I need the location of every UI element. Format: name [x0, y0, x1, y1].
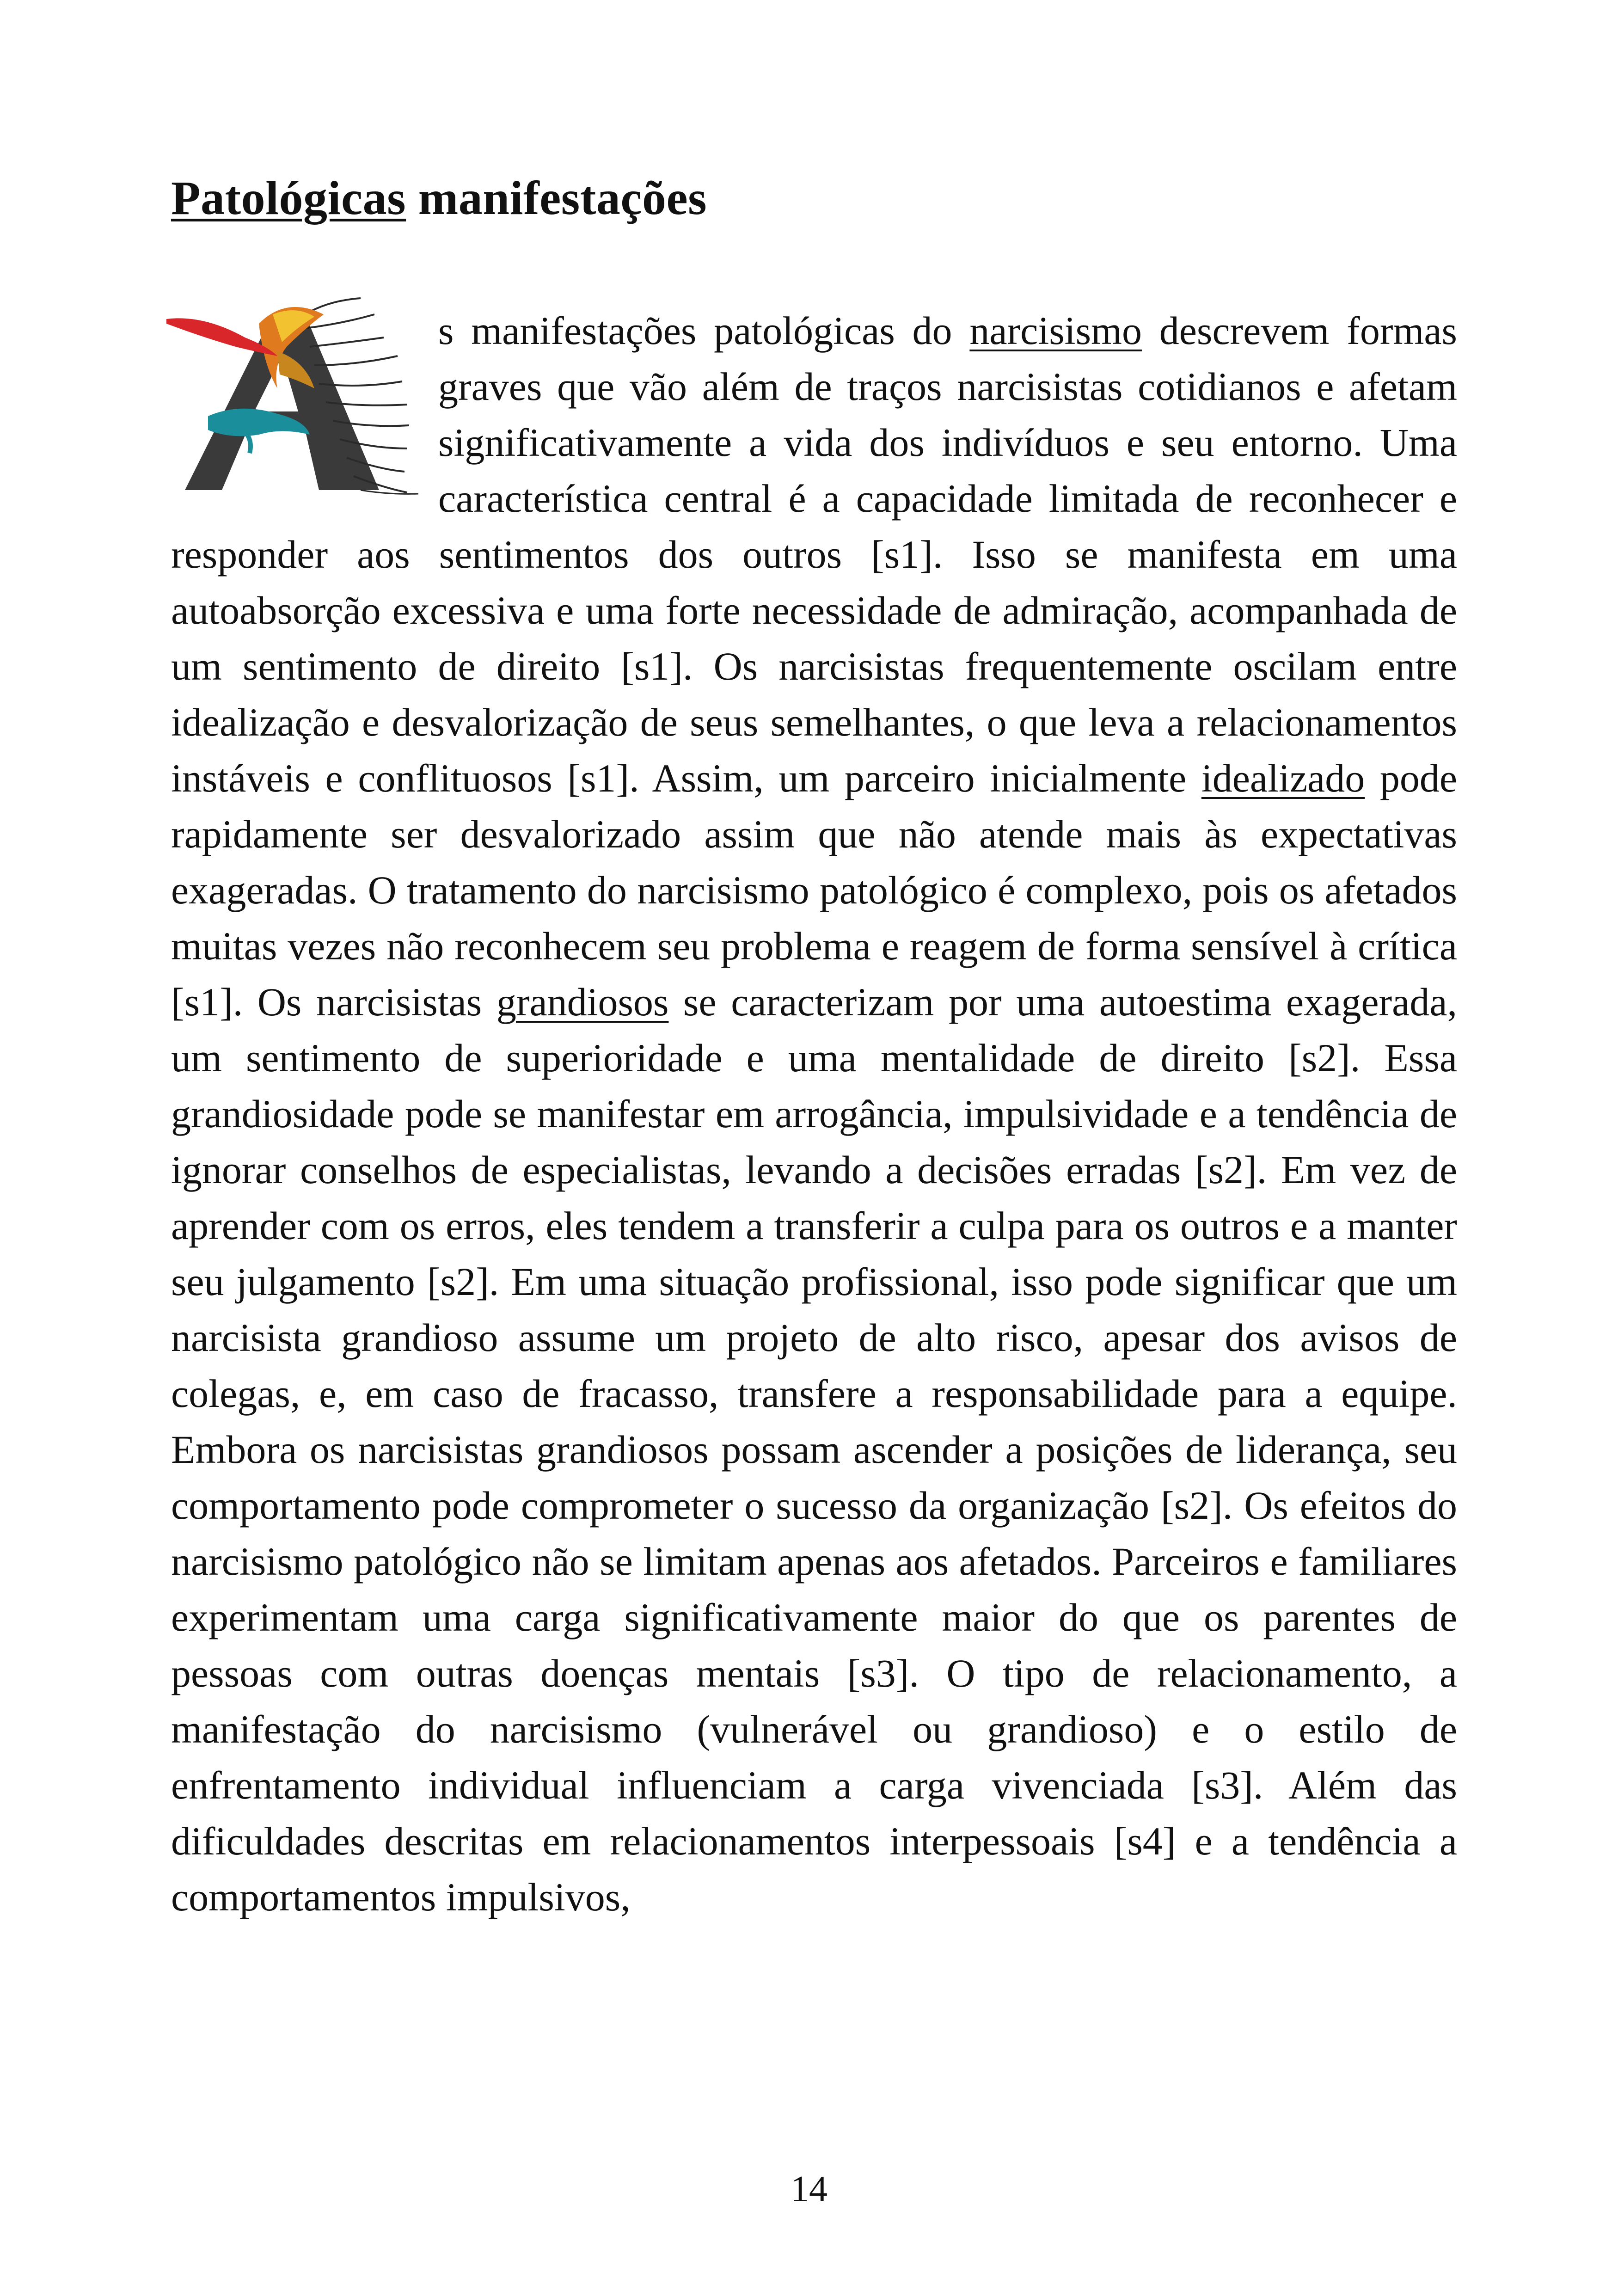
dropcap-spacer: [171, 303, 438, 525]
link-narcisismo[interactable]: narcisismo: [969, 308, 1142, 353]
link-idealizado[interactable]: idealizado: [1201, 756, 1365, 800]
heading-rest: manifestações: [406, 172, 707, 225]
link-grandiosos[interactable]: grandiosos: [496, 980, 669, 1024]
body-text-run-2: descrevem formas graves que vão além de traços narcisistas cotidianos e afetam significativamente a vida dos indivíduos e seu entorno. Uma característica central é a capacidade limitada de reconhecer e responder aos sentimentos dos outros [s1]. Isso se manifesta em uma autoabsorção excessiva e uma forte necessidade de admiração, acompanhada de um sentimento de direito [s1]. Os narcisistas frequentemente oscilam entre idealização e desvalorização de seus semelhantes, o que leva a relacionamentos instáveis e conflituosos [s1]. Assim, um parceiro inicialmente: [171, 308, 1457, 800]
heading-underlined-word: Patológicas: [171, 172, 406, 225]
body-text-run-3: pode rapidamente ser desvalorizado assim que não atende mais às expectativas exageradas. O tratamento do narcisismo patológico é complexo, pois os afetados muitas vezes não reconhecem seu problema e reagem de forma sensível à crítica [s1]. Os narcisistas: [171, 756, 1457, 1024]
section-heading: [171, 172, 707, 225]
body-text-run-4: se caracterizam por uma autoestima exagerada, um sentimento de superioridade e uma mentalidade de direito [s2]. Essa grandiosidade pode se manifestar em arrogância, impulsividade e a tendência de ignorar conselhos de especialistas, levando a decisões erradas [s2]. Em vez de aprender com os erros, eles tendem a transferir a culpa para os outros e a manter seu julgamento [s2]. Em uma situação profissional, isso pode significar que um narcisista grandioso assume um projeto de alto risco, apesar dos avisos de colegas, e, em caso de fracasso, transfere a responsabilidade para a equipe. Embora os narcisistas grandiosos possam ascender a posições de liderança, seu comportamento pode comprometer o sucesso da organização [s2]. Os efeitos do narcisismo patológico não se limitam apenas aos afetados. Parceiros e familiares experimentam uma carga significativamente maior do que os parentes de pessoas com outras doenças mentais [s3]. O tipo de relacionamento, a manifestação do narcisismo (vulnerável ou grandioso) e o estilo de enfrentamento individual influenciam a carga vivenciada [s3]. Além das dificuldades descritas em relacionamentos interpessoais [s4] e a tendência a comportamentos impulsivos,: [171, 980, 1457, 1919]
body-paragraph: [171, 303, 1457, 1925]
body-text-run-1: s manifestações patológicas do: [438, 308, 970, 353]
page-number: 14: [791, 2169, 827, 2210]
